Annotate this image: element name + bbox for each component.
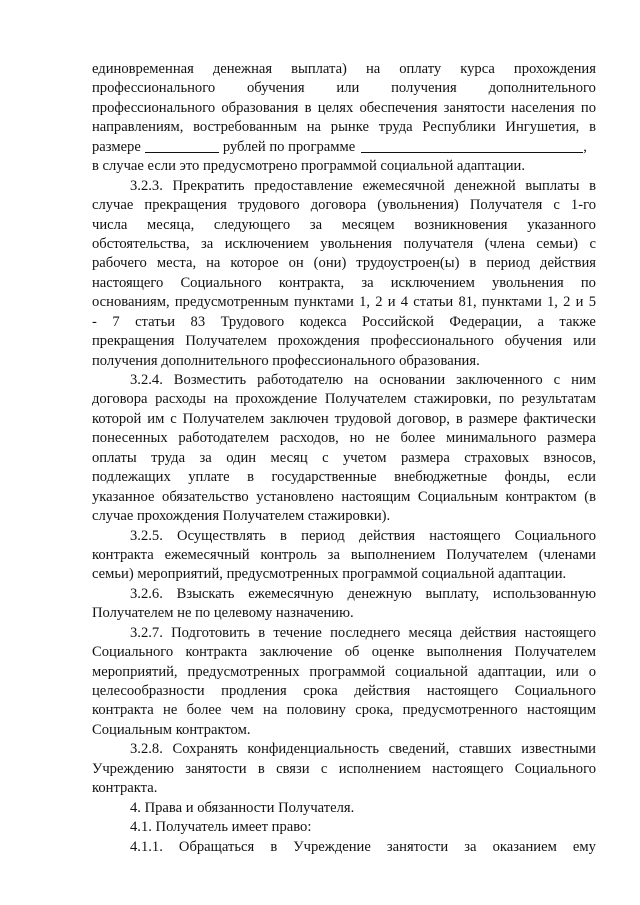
text-line: [92, 799, 596, 818]
text-line: [92, 429, 596, 448]
text-line: [92, 216, 596, 235]
text-segment: работодателем: [178, 430, 270, 447]
text-segment: Получателем не по целевому назначению.: [92, 605, 354, 622]
text-line: [92, 585, 596, 604]
text-segment: Трудового: [220, 313, 285, 330]
text-line: [92, 527, 596, 546]
text-line: [92, 332, 596, 351]
text-segment: семьи): [536, 235, 579, 252]
text-segment: 7: [112, 313, 120, 330]
text-segment: если: [567, 469, 596, 486]
text-line: [92, 507, 596, 526]
text-segment: Обращаться: [178, 838, 255, 855]
text-segment: размере: [92, 138, 141, 155]
text-line: [92, 313, 596, 332]
text-line: [92, 99, 596, 118]
text-line: [92, 79, 596, 98]
text-segment: Социального: [180, 274, 262, 291]
text-segment: Социального контракта заключение об оценке выполнения Получателем: [92, 644, 596, 661]
text-line: [92, 352, 596, 371]
text-segment: обучения: [246, 80, 305, 97]
text-segment: более: [400, 430, 436, 447]
text-line: [92, 721, 596, 740]
text-segment: месяца,: [147, 216, 195, 233]
text-segment: Социального: [514, 683, 596, 699]
text-segment: в: [270, 838, 278, 855]
program-blank-field: [361, 138, 583, 153]
text-segment: учетом: [342, 449, 387, 466]
text-line: [92, 643, 596, 662]
text-segment: указанного: [527, 216, 596, 233]
text-line: [92, 663, 596, 682]
text-segment: увольнения: [320, 235, 393, 252]
text-line: [92, 760, 596, 779]
text-segment: труда: [151, 449, 186, 466]
text-line: [92, 468, 596, 487]
text-segment: семьи) мероприятий, предусмотренных программой социальной адаптации.: [92, 566, 567, 583]
text-segment: срока: [303, 683, 338, 699]
text-segment: за: [464, 838, 477, 855]
text-segment: 3.2.7. Подготовить в течение последнего месяца действия настоящего: [130, 624, 596, 641]
text-segment: но: [349, 430, 365, 447]
text-line: [92, 546, 596, 565]
text-segment: направлениям, востребованным на рынке труда Республики Ингушетия, в: [92, 119, 596, 136]
text-segment: случае прохождения Получателем стажировки).: [92, 508, 391, 525]
text-segment: расходов,: [279, 430, 339, 447]
text-segment: месяц: [270, 449, 308, 466]
text-segment: 4. Права и обязанности Получателя.: [130, 799, 355, 816]
text-line: [92, 488, 596, 507]
text-segment: следующего: [213, 216, 291, 233]
text-segment: размера: [547, 430, 596, 447]
text-segment: увольнения: [491, 274, 564, 291]
text-line: [92, 293, 596, 312]
text-segment: целесообразности: [92, 683, 205, 699]
text-line: [92, 390, 596, 409]
text-segment: кодекса: [299, 313, 347, 330]
text-segment: контракта ежемесячный контроль за выполнением Получателем (членами: [92, 546, 596, 563]
text-line: [92, 779, 596, 798]
text-segment: за: [201, 235, 214, 252]
text-segment: размера: [400, 449, 450, 466]
text-segment: за: [199, 449, 212, 466]
text-segment: единовременная: [92, 61, 194, 77]
text-line: [92, 410, 596, 429]
text-segment: профессионального образования в целях обеспечения занятости населения по: [92, 99, 596, 116]
document-page: [92, 60, 596, 857]
text-line: [92, 60, 596, 79]
text-segment: с: [322, 449, 329, 466]
text-segment: 4.1. Получатель имеет право:: [130, 819, 312, 836]
text-segment: получения: [391, 80, 457, 97]
text-line: [92, 818, 596, 837]
text-segment: контракта.: [92, 780, 158, 797]
text-segment: (члена: [484, 235, 525, 252]
text-segment: подлежащих: [92, 469, 171, 486]
text-line: [92, 838, 596, 857]
text-segment: исключением: [224, 235, 309, 252]
text-segment: Российской: [362, 313, 434, 330]
text-segment: по: [580, 274, 596, 291]
text-line: [92, 235, 596, 254]
text-segment: занятости: [386, 838, 449, 855]
text-segment: оплату: [399, 61, 442, 77]
text-segment: -: [92, 313, 97, 330]
text-segment: получения дополнительного профессионального образования.: [92, 352, 480, 369]
text-segment: ,: [583, 138, 587, 155]
text-segment: оплаты: [92, 449, 137, 466]
text-segment: не: [375, 430, 390, 447]
text-segment: страховых: [464, 449, 530, 466]
text-segment: а: [537, 313, 544, 330]
amount-blank-field: [145, 138, 219, 153]
text-segment: на: [365, 61, 381, 77]
text-segment: с: [589, 235, 596, 252]
text-segment: получателя: [403, 235, 474, 252]
text-segment: выплата): [291, 61, 347, 77]
text-segment: один: [226, 449, 257, 466]
text-segment: за: [361, 274, 374, 291]
text-segment: Учреждению занятости в связи с исполнением настоящего Социального: [92, 760, 596, 777]
text-segment: фонды,: [504, 469, 551, 486]
text-segment: прохождения: [513, 61, 596, 77]
text-segment: 4.1.1.: [130, 838, 163, 855]
text-line: [92, 177, 596, 196]
text-segment: в: [247, 469, 254, 486]
text-segment: которой им с Получателем заключен трудовой договор, в размере фактически: [92, 410, 596, 427]
text-segment: внебюджетные: [394, 469, 488, 486]
text-segment: понесенных: [92, 430, 168, 447]
text-segment: также: [559, 313, 596, 330]
text-segment: контракта не более чем на половину срока, предусмотренного настоящим: [92, 702, 596, 719]
text-line: [92, 138, 596, 157]
text-segment: оказанием: [492, 838, 557, 855]
text-segment: месяцем: [341, 216, 395, 233]
text-segment: 3.2.3. Прекратить предоставление ежемесячной денежной выплаты в: [130, 177, 596, 194]
text-line: [92, 565, 596, 584]
text-segment: статьи: [135, 313, 176, 330]
text-segment: возникновения: [414, 216, 508, 233]
text-segment: обстоятельства,: [92, 235, 190, 252]
text-segment: курса: [460, 61, 495, 77]
text-segment: настоящего: [92, 274, 164, 291]
text-segment: за: [309, 216, 323, 233]
text-segment: основаниям, предусмотренным пунктами 1, 2 и 4 статьи 81, пунктами 1, 2 и 5: [92, 294, 596, 311]
text-segment: указанное обязательство установлено настоящим Социальным контрактом (в: [92, 488, 596, 505]
text-line: [92, 254, 596, 273]
text-segment: прекращения Получателем прохождения профессионального обучения или: [92, 333, 596, 350]
text-segment: ему: [572, 838, 596, 855]
text-segment: 83: [190, 313, 206, 330]
text-segment: договора расходы на прохождение Получателем стажировки, по результатам: [92, 391, 596, 408]
text-line: [92, 604, 596, 623]
text-line: [92, 274, 596, 293]
text-segment: настоящего: [426, 683, 499, 699]
text-segment: денежная: [212, 61, 273, 77]
text-line: [92, 624, 596, 643]
text-line: [92, 740, 596, 759]
text-line: [92, 196, 596, 215]
text-line: [92, 118, 596, 137]
text-segment: контракта,: [278, 274, 345, 291]
text-segment: 3.2.8. Сохранять конфиденциальность сведений, ставших известными: [130, 741, 596, 758]
text-segment: 3.2.6. Взыскать ежемесячную денежную выплату, использованную: [130, 585, 596, 602]
text-segment: случае прекращения трудового договора (увольнения) Получателя с 1-го: [92, 197, 596, 214]
text-segment: 3.2.4. Возместить работодателю на основании заключенного с ним: [130, 372, 596, 388]
text-segment: исключением: [390, 274, 475, 291]
text-segment: действия: [354, 683, 411, 699]
text-segment: 3.2.5. Осуществлять в период действия настоящего Социального: [130, 527, 596, 544]
text-line: [92, 701, 596, 720]
text-segment: рублей по программе: [222, 138, 356, 155]
text-segment: Учреждение: [293, 838, 371, 855]
text-segment: мероприятий, предусмотренных программой социальной адаптации, или о: [92, 663, 596, 680]
text-segment: минимального: [446, 430, 537, 447]
text-line: [92, 371, 596, 390]
text-segment: взносов,: [543, 449, 596, 466]
text-segment: Социальным контрактом.: [92, 721, 251, 738]
text-segment: профессионального: [92, 80, 216, 97]
text-segment: рабочего места, на которое он (они) трудоустроен(ы) в период действия: [92, 255, 596, 272]
text-line: [92, 157, 596, 176]
text-line: [92, 449, 596, 468]
text-segment: уплате: [188, 469, 230, 486]
text-segment: или: [336, 80, 360, 97]
text-segment: дополнительного: [488, 80, 596, 97]
text-line: [92, 682, 596, 701]
text-segment: государственные: [271, 469, 377, 486]
text-segment: числа: [92, 216, 128, 233]
text-segment: Федерации,: [449, 313, 522, 330]
text-segment: продления: [221, 683, 287, 699]
text-segment: в случае если это предусмотрено программой социальной адаптации.: [92, 158, 526, 175]
